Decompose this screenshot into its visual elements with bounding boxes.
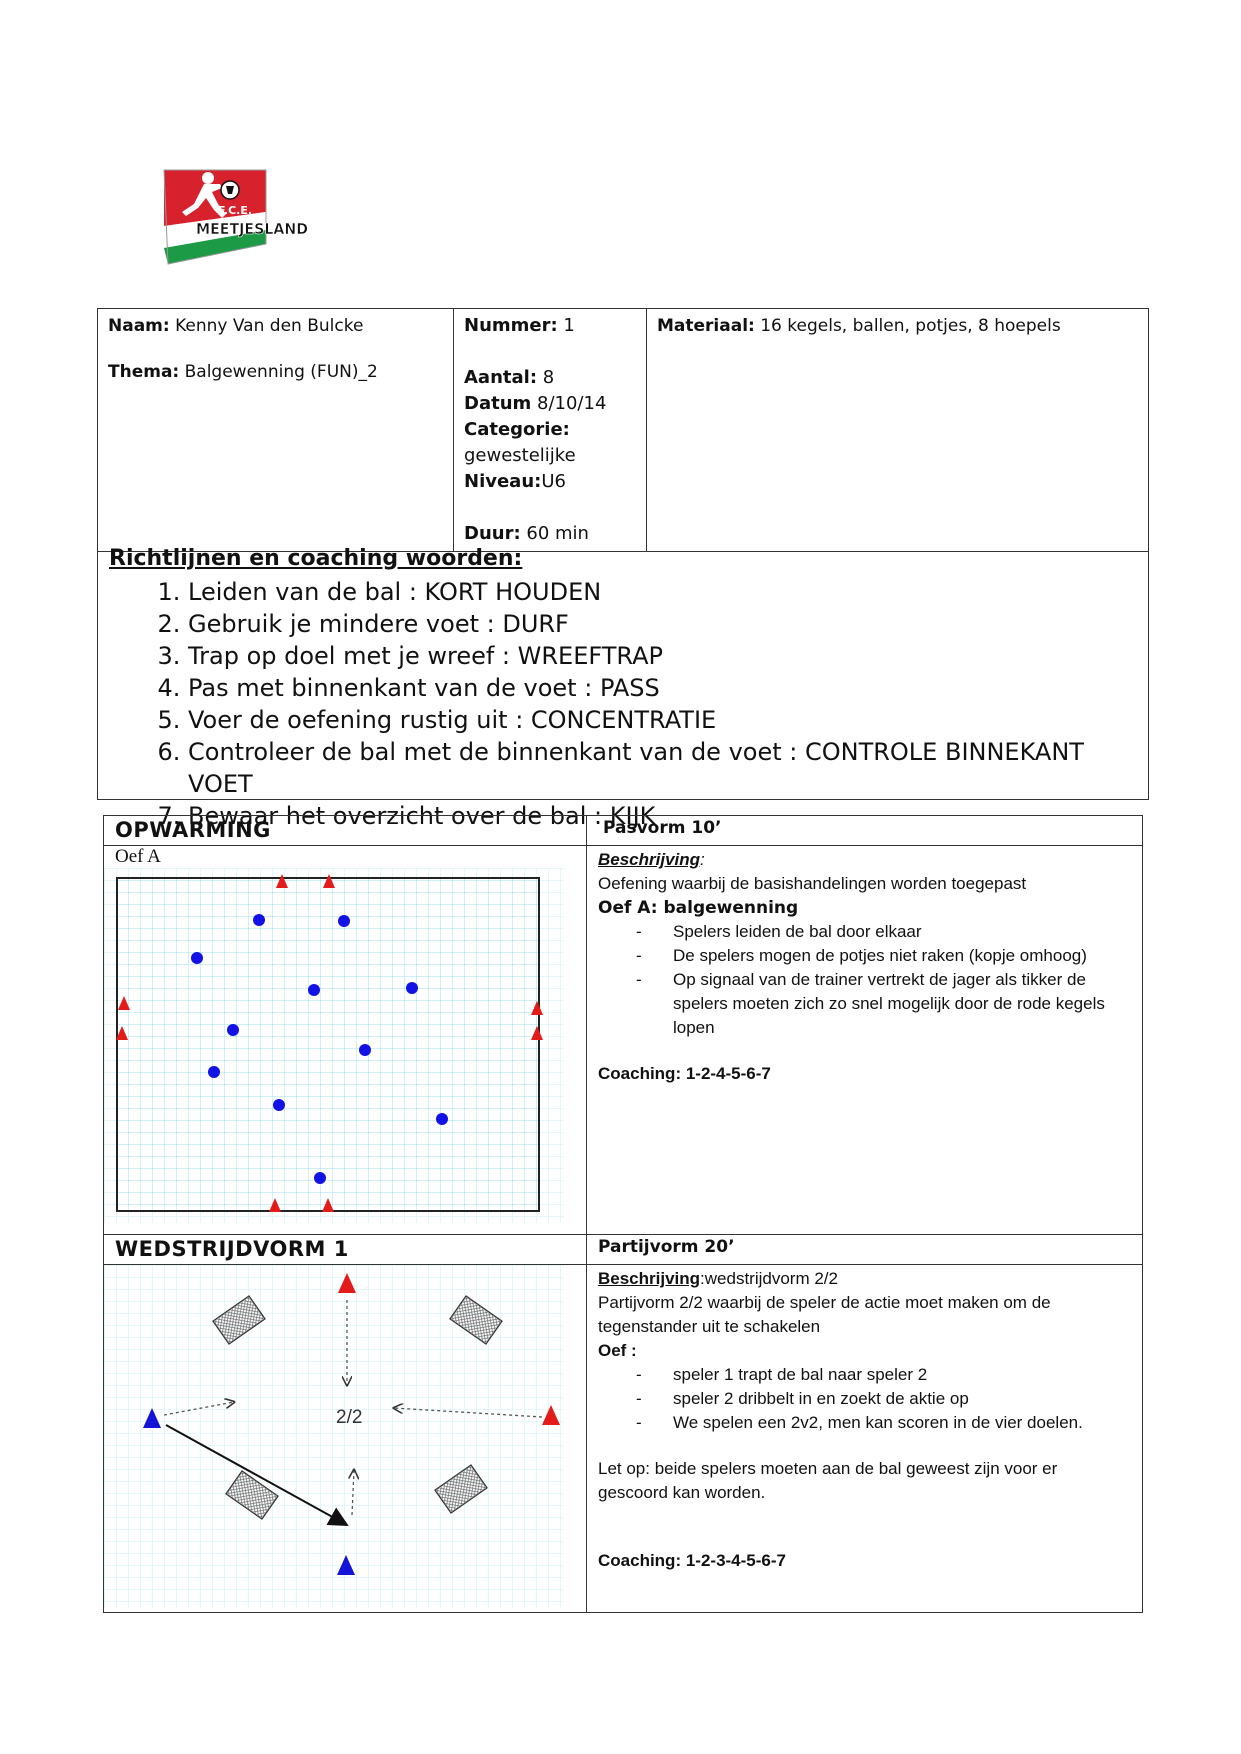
nummer-label: Nummer: (464, 315, 558, 336)
club-logo (160, 168, 310, 268)
match-coaching-label: Coaching (598, 1551, 676, 1570)
aantal-value: 8 (542, 367, 555, 388)
warmup-desc-text: Oefening waarbij de basishandelingen worden toegepast (598, 874, 1027, 893)
naam-label: Naam: (108, 316, 170, 336)
warmup-desc-label: Beschrijving (598, 850, 701, 869)
warmup-title: OPWARMING (104, 816, 587, 846)
match-field-diagram (104, 1265, 564, 1608)
player-icon (359, 1044, 371, 1056)
guideline-item: 2. Gebruik je mindere voet : DURF (188, 608, 1148, 640)
guideline-item: 4. Pas met binnenkant van de voet : PASS (188, 672, 1148, 704)
match-oef-label: Oef : (598, 1341, 637, 1360)
match-note: Let op: beide spelers moeten aan de bal geweest zijn voor er gescoord kan worden. (598, 1459, 1058, 1502)
materiaal-value: 16 kegels, ballen, potjes, 8 hoepels (760, 316, 1061, 336)
warmup-diagram-cell (104, 846, 587, 1235)
duur-label: Duur: (464, 523, 521, 544)
match-bullet: - We spelen een 2v2, men kan scoren in de vier doelen. (598, 1411, 1131, 1435)
match-bullet: - speler 1 trapt de bal naar speler 2 (598, 1363, 1131, 1387)
nummer-value: 1 (563, 315, 575, 336)
match-desc-label: Beschrijving (598, 1269, 701, 1288)
categorie-label: Categorie: (464, 419, 570, 440)
categorie-value: gewestelijke (464, 445, 576, 466)
guidelines-title: Richtlijnen en coaching woorden: (109, 546, 523, 571)
match-diagram-cell (104, 1265, 587, 1613)
warmup-description (587, 846, 1143, 1235)
exercises-table (103, 815, 1143, 1613)
niveau-label: Niveau: (464, 471, 542, 492)
player-icon (314, 1172, 326, 1184)
warmup-coaching: Coaching: 1-2-4-5-6-7 (598, 1064, 771, 1083)
warmup-bullet: - Spelers leiden de bal door elkaar (598, 920, 1131, 944)
player-icon (273, 1099, 285, 1111)
datum-value: 8/10/14 (537, 393, 607, 414)
match-subtitle: Partijvorm 20’ (587, 1235, 1143, 1265)
datum-label: Datum (464, 393, 532, 414)
warmup-bullet: - Op signaal van de trainer vertrekt de jager als tikker de spelers moeten zich zo snel mogelijk door de rode kegels lopen (598, 968, 1131, 1040)
player-icon (227, 1024, 239, 1036)
player-icon (208, 1066, 220, 1078)
warmup-subtitle: Pasvorm 10’ (587, 816, 1143, 846)
aantal-label: Aantal: (464, 367, 538, 388)
guideline-item: 6. Controleer de bal met de binnenkant van de voet : CONTROLE BINNEKANT VOET (188, 736, 1148, 800)
materiaal-label: Materiaal: (657, 316, 755, 336)
player-icon (338, 915, 350, 927)
guideline-item: 5. Voer de oefening rustig uit : CONCENTRATIE (188, 704, 1148, 736)
match-coaching-value: : 1-2-3-4-5-6-7 (675, 1551, 786, 1570)
warmup-field-diagram (104, 868, 564, 1223)
details-cell (454, 309, 647, 552)
guideline-item: 1. Leiden van de bal : KORT HOUDEN (188, 576, 1148, 608)
session-header (97, 308, 1149, 552)
naam-value: Kenny Van den Bulcke (175, 316, 364, 336)
logo-text-top: F.C.E. (218, 204, 253, 217)
match-bullets (598, 1363, 1131, 1435)
warmup-desc-colon: : (700, 850, 705, 869)
duur-value: 60 min (526, 523, 589, 544)
materiaal-cell (647, 309, 1149, 552)
match-title: WEDSTRIJDVORM 1 (104, 1235, 587, 1265)
warmup-diagram-label: Oef A (115, 846, 161, 867)
player-icon (406, 982, 418, 994)
diagram-label: 2/2 (336, 1407, 363, 1428)
player-icon (253, 914, 265, 926)
match-desc-text: Partijvorm 2/2 waarbij de speler de actie moet maken om de tegenstander uit te schakelen (598, 1293, 1051, 1336)
thema-value: Balgewenning (FUN)_2 (184, 362, 378, 382)
niveau-value: U6 (541, 471, 566, 492)
player-icon (308, 984, 320, 996)
match-bullet: - speler 2 dribbelt in en zoekt de aktie op (598, 1387, 1131, 1411)
match-desc-suffix: :wedstrijdvorm 2/2 (700, 1269, 838, 1288)
warmup-oef-label: Oef A: balgewenning (598, 898, 799, 918)
guideline-item: 3. Trap op doel met je wreef : WREEFTRAP (188, 640, 1148, 672)
thema-label: Thema: (108, 362, 180, 382)
guideline-item: 7. Bewaar het overzicht over de bal : KIJK (188, 800, 1148, 832)
warmup-bullets (598, 920, 1131, 1040)
field-boundary (117, 878, 539, 1211)
logo-text-bottom: MEETJESLAND (196, 220, 308, 238)
player-icon (436, 1113, 448, 1125)
trainer-cell (98, 309, 454, 552)
guidelines-list (148, 576, 1148, 832)
warmup-bullet: - De spelers mogen de potjes niet raken (kopje omhoog) (598, 944, 1131, 968)
player-icon (191, 952, 203, 964)
match-description (587, 1265, 1143, 1613)
